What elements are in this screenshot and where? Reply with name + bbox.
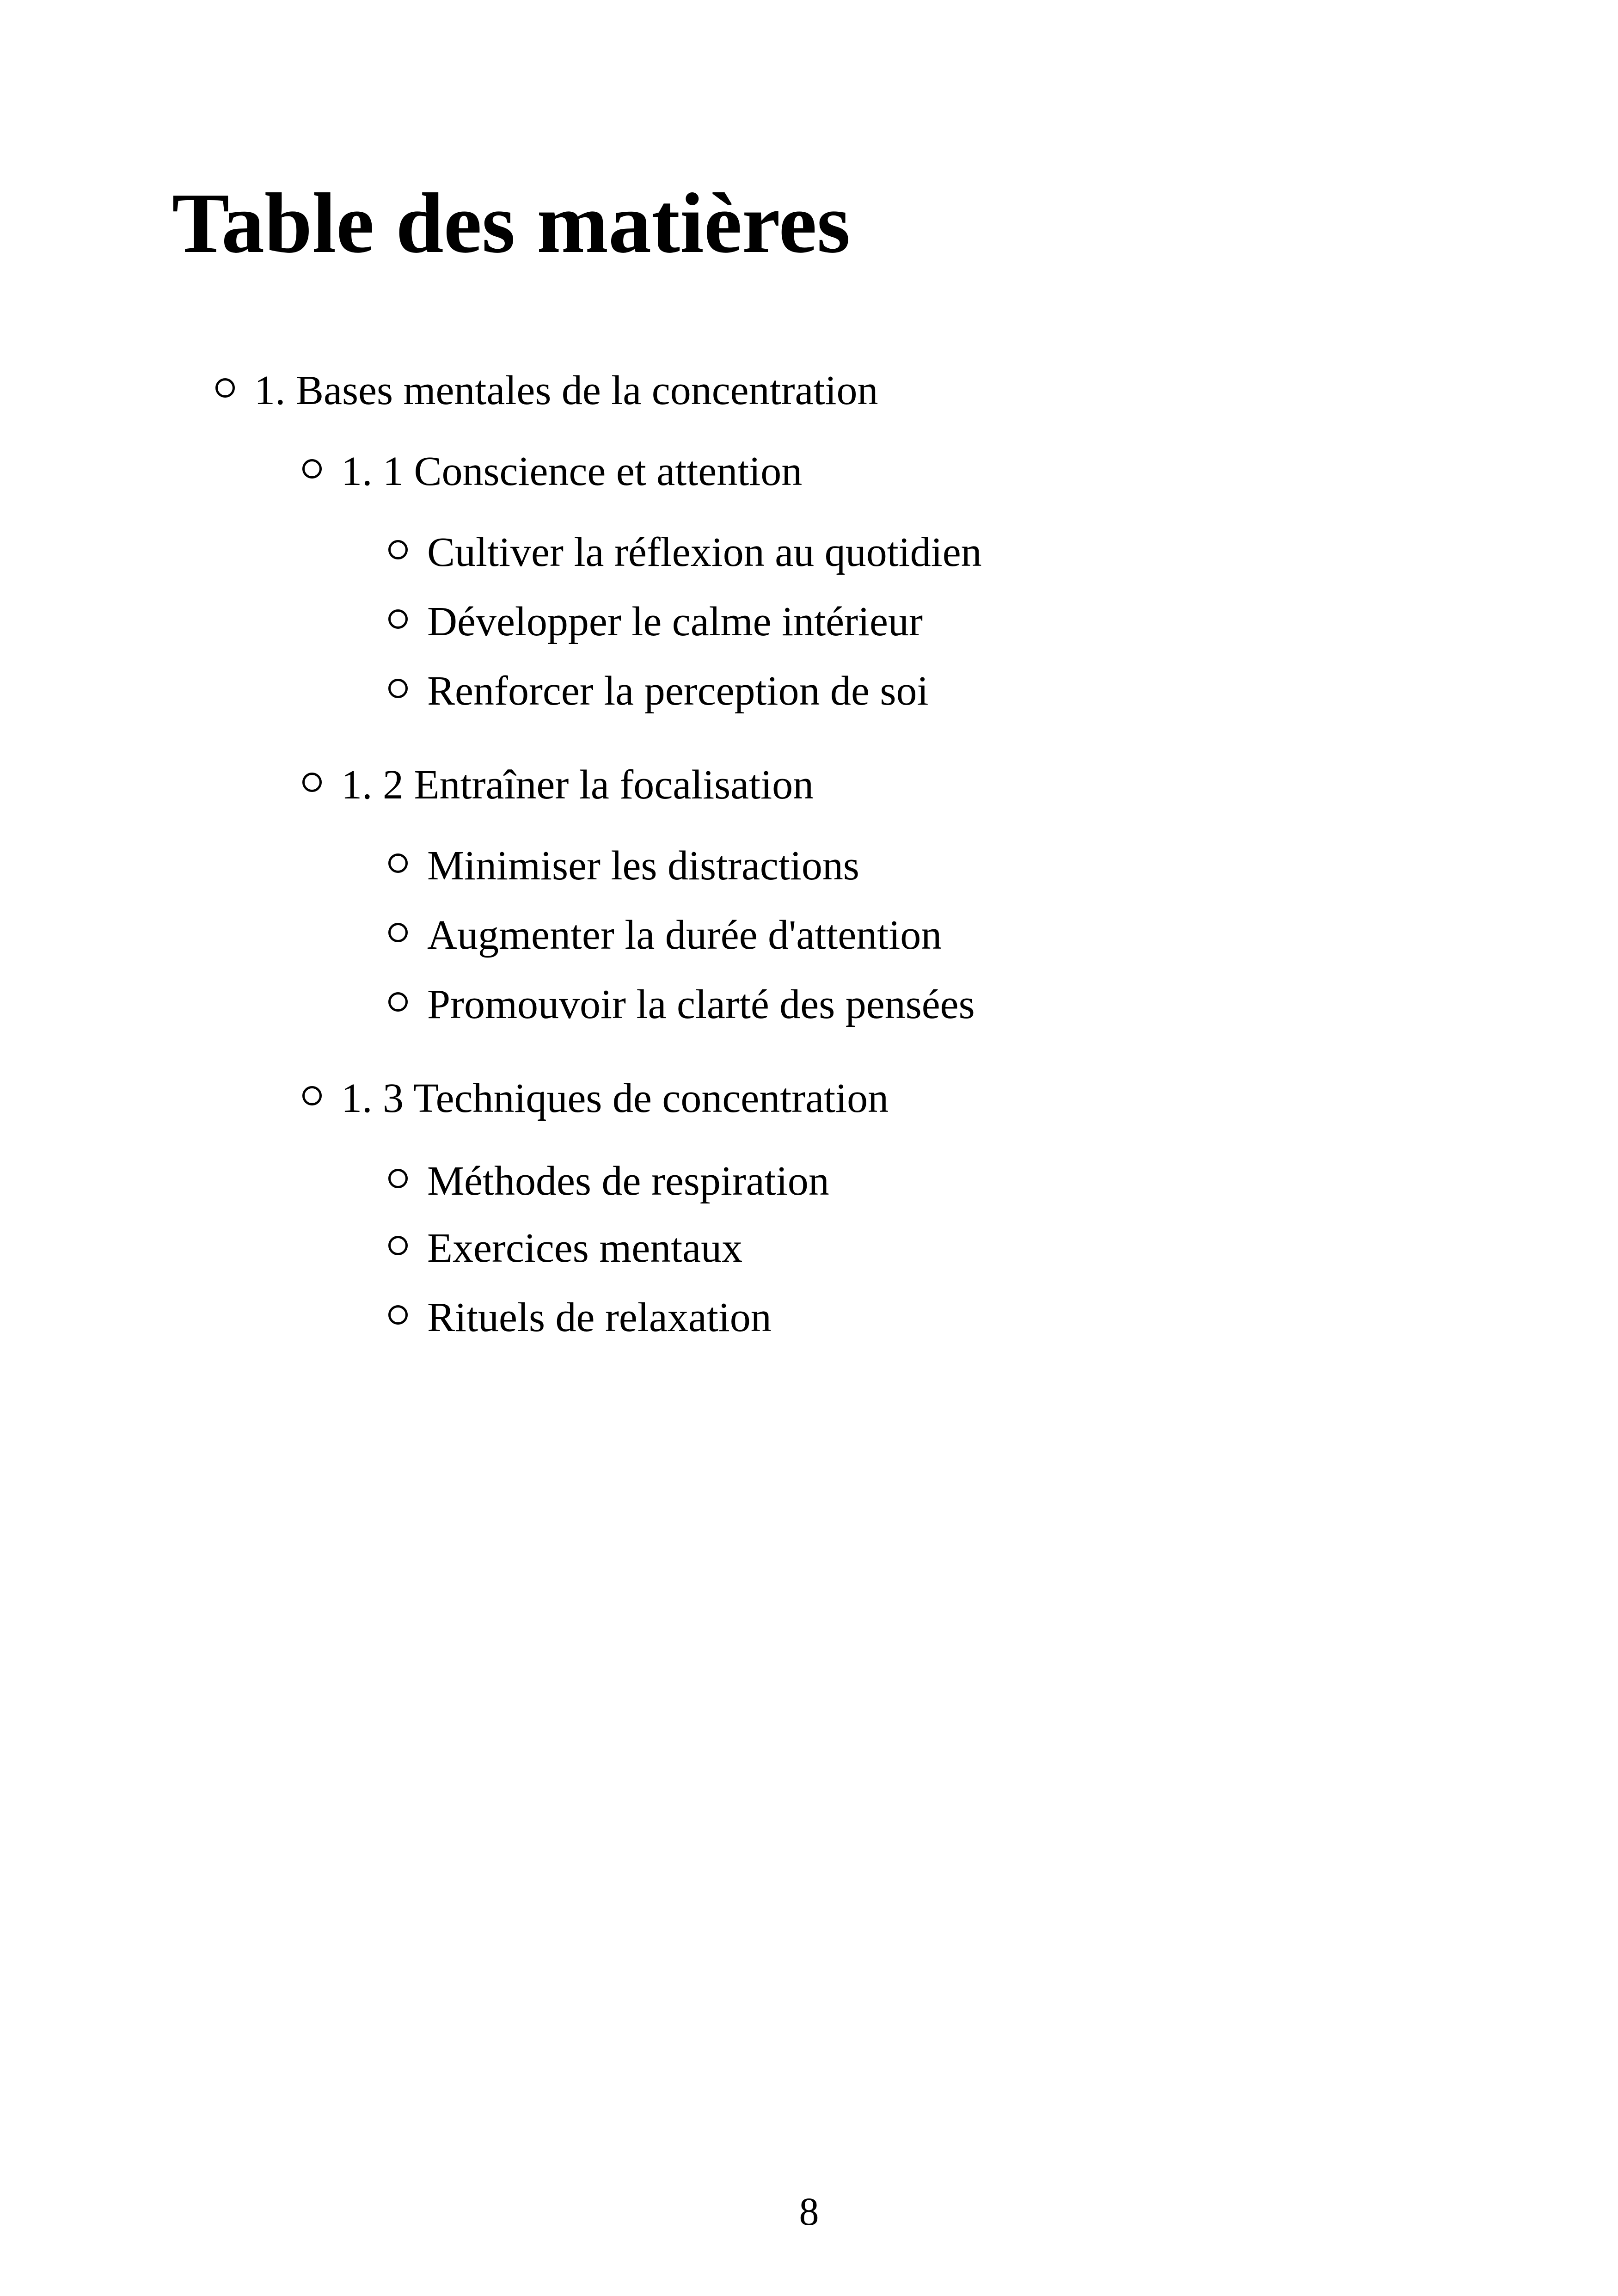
toc-item-level2[interactable] [302, 448, 803, 494]
circle-bullet-icon [388, 1169, 408, 1188]
circle-bullet-icon [302, 1086, 322, 1105]
toc-item-label: Minimiser les distractions [427, 843, 859, 889]
toc-item-label: 1. 3 Techniques de concentration [341, 1075, 889, 1121]
circle-bullet-icon [388, 853, 408, 873]
toc-item-label: 1. 2 Entraîner la focalisation [341, 762, 814, 808]
circle-bullet-icon [388, 609, 408, 629]
toc-item-label: 1. 1 Conscience et attention [341, 448, 803, 494]
circle-bullet-icon [302, 773, 322, 792]
toc-item-label: Méthodes de respiration [427, 1158, 829, 1204]
toc-item-level2[interactable] [302, 1075, 889, 1121]
circle-bullet-icon [215, 378, 235, 398]
toc-item-level3[interactable] [388, 670, 929, 712]
toc-item-label: Augmenter la durée d'attention [427, 912, 942, 958]
toc-item-level2[interactable] [302, 764, 814, 806]
circle-bullet-icon [302, 459, 322, 479]
toc-item-level1[interactable] [215, 370, 878, 411]
toc-item-label: Rituels de relaxation [427, 1295, 772, 1340]
toc-item-level3[interactable] [388, 1297, 772, 1338]
toc-item-label: 1. Bases mentales de la concentration [254, 368, 878, 413]
toc-item-level3[interactable] [388, 1225, 743, 1271]
page-number: 8 [799, 2189, 819, 2234]
toc-item-label: Cultiver la réflexion au quotidien [427, 529, 982, 575]
toc-item-label: Promouvoir la clarté des pensées [427, 982, 975, 1027]
toc-item-level3[interactable] [388, 529, 982, 575]
circle-bullet-icon [388, 923, 408, 942]
toc-item-level3[interactable] [388, 845, 859, 887]
circle-bullet-icon [388, 679, 408, 698]
toc-item-label: Exercices mentaux [427, 1225, 743, 1271]
toc-item-level3[interactable] [388, 601, 923, 643]
toc-item-level3[interactable] [388, 912, 942, 958]
circle-bullet-icon [388, 1305, 408, 1325]
toc-item-label: Renforcer la perception de soi [427, 668, 929, 714]
toc-item-level3[interactable] [388, 984, 975, 1025]
circle-bullet-icon [388, 540, 408, 559]
toc-item-level3[interactable] [388, 1160, 829, 1202]
circle-bullet-icon [388, 992, 408, 1012]
page-title: Table des matières [172, 176, 851, 271]
toc-item-label: Développer le calme intérieur [427, 599, 923, 645]
circle-bullet-icon [388, 1236, 408, 1255]
